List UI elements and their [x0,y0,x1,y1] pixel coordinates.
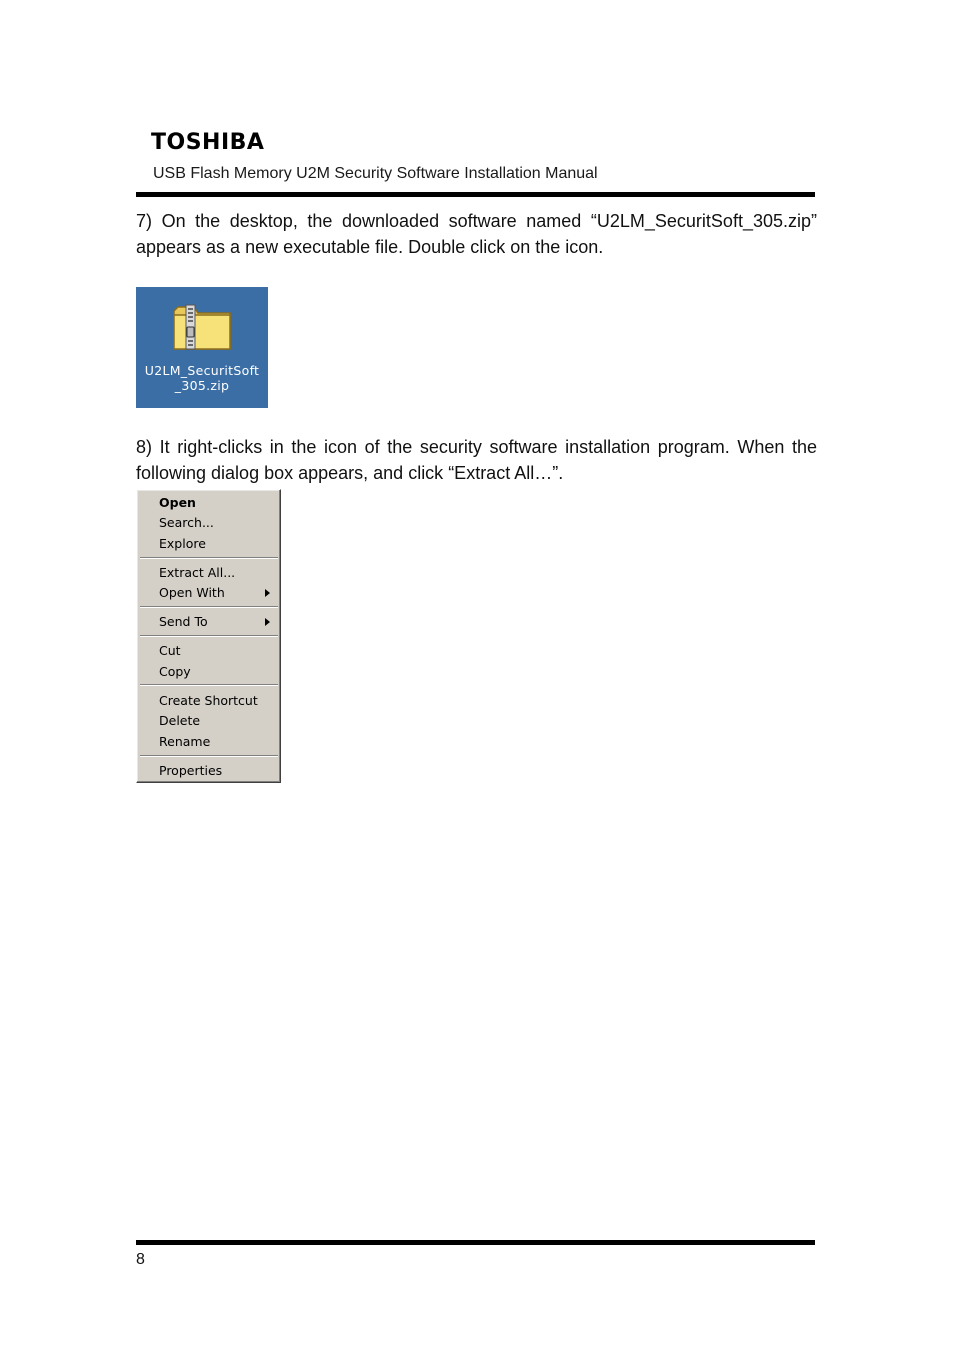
menu-item-extract-all[interactable]: Extract All... [159,565,236,580]
header-rule [136,192,815,197]
zip-folder-icon [172,301,232,353]
menu-separator [140,557,278,559]
submenu-arrow-icon [265,618,270,626]
menu-separator [140,635,278,637]
menu-item-explore[interactable]: Explore [159,536,206,551]
toshiba-logo: TOSHIBA [151,130,265,155]
submenu-arrow-icon [265,589,270,597]
icon-caption [136,363,268,393]
menu-separator [140,755,278,757]
menu-item-copy[interactable]: Copy [159,664,191,679]
menu-item-open-with[interactable]: Open With [159,585,225,600]
footer-rule [136,1240,815,1245]
icon-caption-line-1: U2LM_SecuritSoft [144,363,260,378]
page-number: 8 [136,1251,145,1268]
menu-item-send-to[interactable]: Send To [159,614,208,629]
step-7-text: 7) On the desktop, the downloaded software named “U2LM_SecuritSoft_305.zip” appears as a new executable file. Double click on the icon. [136,211,817,257]
menu-separator [140,684,278,686]
menu-item-cut[interactable]: Cut [159,643,181,658]
menu-item-create-shortcut[interactable]: Create Shortcut [159,693,258,708]
desktop-zip-icon[interactable] [136,287,268,408]
document-title: USB Flash Memory U2M Security Software Installation Manual [153,165,598,182]
menu-item-open[interactable]: Open [159,495,196,510]
context-menu [136,489,281,783]
icon-caption-line-2: _305.zip [174,378,230,393]
menu-item-search[interactable]: Search... [159,515,214,530]
menu-separator [140,606,278,608]
menu-item-properties[interactable]: Properties [159,763,223,778]
menu-item-delete[interactable]: Delete [159,713,201,728]
menu-item-rename[interactable]: Rename [159,734,211,749]
step-8-text: 8) It right-clicks in the icon of the security software installation program. When the following dialog box appears, and click “Extract All…”. [136,437,817,483]
